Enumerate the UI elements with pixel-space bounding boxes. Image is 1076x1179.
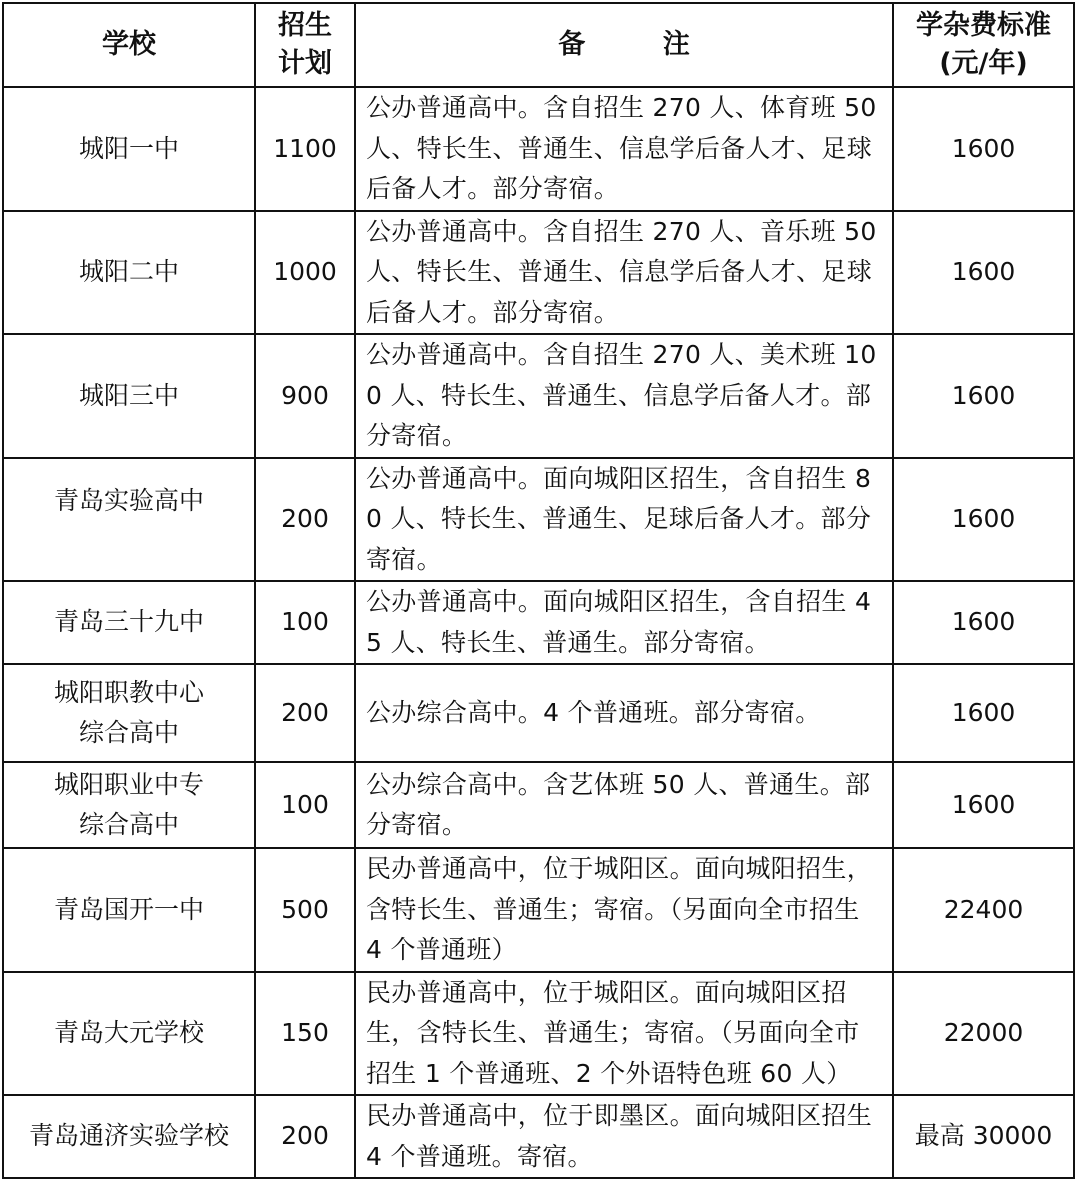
plan-cell: 900 bbox=[255, 334, 355, 458]
fee-cell: 22400 bbox=[893, 848, 1074, 972]
school-cell-line2: 综合高中 bbox=[78, 810, 179, 839]
note-cell: 公办普通高中。含自招生 270 人、音乐班 50 人、特长生、普通生、信息学后备人才、足球后备人才。部分寄宿。 bbox=[355, 211, 893, 335]
header-plan bbox=[255, 3, 355, 87]
plan-cell: 200 bbox=[255, 458, 355, 582]
note-cell: 民办普通高中，位于城阳区。面向城阳区招生，含特长生、普通生；寄宿。（另面向全市招生 1 个普通班、2 个外语特色班 60 人） bbox=[355, 972, 893, 1096]
school-cell: 城阳三中 bbox=[3, 334, 255, 458]
plan-cell: 100 bbox=[255, 762, 355, 848]
table-row bbox=[3, 87, 1074, 211]
plan-cell: 200 bbox=[255, 1095, 355, 1178]
school-cell-line1: 城阳职业中专 bbox=[53, 769, 204, 799]
table-row bbox=[3, 211, 1074, 335]
fee-cell: 1600 bbox=[893, 211, 1074, 335]
table-row bbox=[3, 458, 1074, 582]
header-fee bbox=[893, 3, 1074, 87]
enrollment-table bbox=[2, 2, 1075, 1179]
school-cell: 城阳一中 bbox=[3, 87, 255, 211]
school-cell: 青岛实验高中 bbox=[3, 458, 255, 582]
plan-cell: 200 bbox=[255, 664, 355, 762]
table-row bbox=[3, 664, 1074, 762]
header-fee-line1: 学杂费标准 bbox=[916, 10, 1051, 41]
table-row bbox=[3, 972, 1074, 1096]
plan-cell: 150 bbox=[255, 972, 355, 1096]
fee-cell: 最高 30000 bbox=[893, 1095, 1074, 1178]
fee-cell: 1600 bbox=[893, 334, 1074, 458]
table-row bbox=[3, 581, 1074, 664]
fee-cell: 1600 bbox=[893, 762, 1074, 848]
note-cell: 民办普通高中，位于城阳区。面向城阳招生，含特长生、普通生；寄宿。（另面向全市招生 4 个普通班） bbox=[355, 848, 893, 972]
header-note bbox=[355, 3, 893, 87]
school-cell: 青岛国开一中 bbox=[3, 848, 255, 972]
note-cell: 公办普通高中。含自招生 270 人、美术班 100 人、特长生、普通生、信息学后备人才。部分寄宿。 bbox=[355, 334, 893, 458]
fee-cell: 1600 bbox=[893, 87, 1074, 211]
header-row bbox=[3, 3, 1074, 87]
plan-cell: 1000 bbox=[255, 211, 355, 335]
note-cell: 公办普通高中。含自招生 270 人、体育班 50 人、特长生、普通生、信息学后备人才、足球后备人才。部分寄宿。 bbox=[355, 87, 893, 211]
note-cell: 公办普通高中。面向城阳区招生，含自招生 45 人、特长生、普通生。部分寄宿。 bbox=[355, 581, 893, 664]
school-cell: 青岛通济实验学校 bbox=[3, 1095, 255, 1178]
school-cell: 青岛大元学校 bbox=[3, 972, 255, 1096]
school-cell: 城阳二中 bbox=[3, 211, 255, 335]
school-cell-line1: 城阳职教中心 bbox=[53, 677, 204, 707]
school-cell bbox=[3, 762, 255, 848]
school-cell: 青岛三十九中 bbox=[3, 581, 255, 664]
header-plan-line2: 计划 bbox=[278, 48, 332, 79]
plan-cell: 100 bbox=[255, 581, 355, 664]
header-school: 学校 bbox=[3, 3, 255, 87]
note-cell: 公办普通高中。面向城阳区招生，含自招生 80 人、特长生、普通生、足球后备人才。部分寄宿。 bbox=[355, 458, 893, 582]
table-header bbox=[3, 3, 1074, 87]
table-row bbox=[3, 1095, 1074, 1178]
note-cell: 民办普通高中，位于即墨区。面向城阳区招生 4 个普通班。寄宿。 bbox=[355, 1095, 893, 1178]
table-row bbox=[3, 762, 1074, 848]
fee-cell: 22000 bbox=[893, 972, 1074, 1096]
header-plan-line1: 招生 bbox=[278, 10, 332, 41]
school-cell bbox=[3, 664, 255, 762]
plan-cell: 500 bbox=[255, 848, 355, 972]
header-fee-line2: (元/年) bbox=[939, 48, 1028, 79]
plan-cell: 1100 bbox=[255, 87, 355, 211]
fee-cell: 1600 bbox=[893, 581, 1074, 664]
note-cell: 公办综合高中。4 个普通班。部分寄宿。 bbox=[355, 664, 893, 762]
header-note-label: 备 注 bbox=[558, 29, 724, 60]
school-cell-line2: 综合高中 bbox=[78, 718, 179, 747]
table-row bbox=[3, 848, 1074, 972]
note-cell: 公办综合高中。含艺体班 50 人、普通生。部分寄宿。 bbox=[355, 762, 893, 848]
table-row bbox=[3, 334, 1074, 458]
fee-cell: 1600 bbox=[893, 664, 1074, 762]
fee-cell: 1600 bbox=[893, 458, 1074, 582]
table-body bbox=[3, 87, 1074, 1178]
